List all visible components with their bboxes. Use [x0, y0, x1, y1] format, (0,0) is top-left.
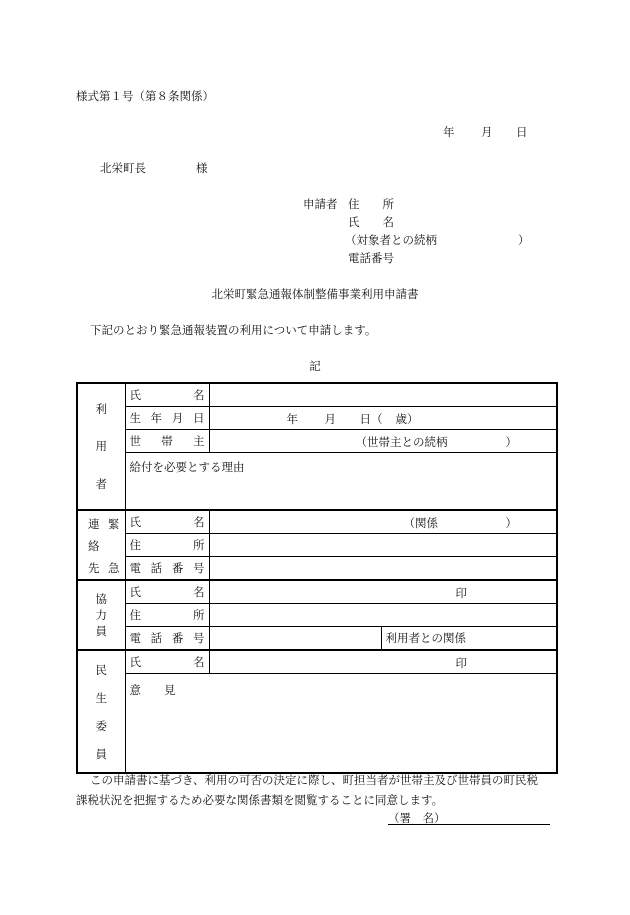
- contact-relation-label: （関係: [403, 516, 438, 530]
- contact-group-char: 連: [88, 517, 100, 531]
- contact-group-char: 先: [88, 561, 100, 575]
- commissioner-opinion-field[interactable]: [125, 674, 557, 774]
- contact-name-label: 氏 名: [125, 510, 209, 534]
- cooperator-group-char: 協: [95, 592, 107, 606]
- user-dob-field[interactable]: [209, 407, 557, 430]
- cooperator-phone-field[interactable]: [209, 627, 381, 651]
- contact-address-field[interactable]: [209, 534, 557, 557]
- applicant-phone-label: 電話番号: [348, 251, 394, 265]
- applicant-label: 申請者: [303, 197, 338, 211]
- user-name-row: [77, 383, 557, 407]
- cooperator-phone-label: 電 話 番 号: [125, 627, 209, 651]
- applicant-name-label: 氏 名: [348, 215, 394, 229]
- dob-year: 年: [286, 412, 298, 426]
- cooperator-address-row: [77, 604, 557, 627]
- dob-age: 歳）: [395, 412, 419, 426]
- document-title: 北栄町緊急通報体制整備事業利用申請書: [211, 287, 419, 301]
- user-group-char: 者: [95, 476, 107, 491]
- signature-field[interactable]: [388, 810, 550, 825]
- contact-address-label: 住 所: [125, 534, 209, 557]
- user-group-char: 利: [95, 402, 107, 417]
- cooperator-address-field[interactable]: [209, 604, 557, 627]
- user-group-cell: [77, 383, 125, 510]
- user-reason-label: 給付を必要とする理由: [129, 460, 245, 474]
- user-reason-field[interactable]: [125, 453, 557, 511]
- date-day: 日: [516, 125, 528, 139]
- ki-heading: 記: [309, 359, 321, 373]
- cooperator-phone-row: [77, 627, 557, 651]
- cooperator-group-char: 力: [95, 608, 107, 622]
- contact-phone-label: 電 話 番 号: [125, 557, 209, 581]
- contact-phone-field[interactable]: [209, 557, 557, 581]
- commissioner-opinion-row: [77, 674, 557, 774]
- user-household-field[interactable]: [209, 430, 557, 453]
- intro-text: 下記のとおり緊急通報装置の利用について申請します。: [90, 323, 377, 337]
- dob-month: 月: [324, 412, 336, 426]
- cooperator-name-row: [77, 580, 557, 604]
- commissioner-group-cell: [77, 650, 125, 773]
- commissioner-group-char: 委: [95, 718, 107, 733]
- cooperator-relation-cell[interactable]: [381, 627, 557, 651]
- user-name-label: 氏 名: [125, 383, 209, 407]
- consent-line-2: 課税状況を把握するため必要な関係書類を閲覧することに同意します。: [76, 793, 444, 807]
- dob-day: 日（: [359, 412, 383, 426]
- commissioner-group-char: 員: [95, 746, 107, 761]
- applicant-relation-label: （対象者との続柄: [345, 233, 437, 247]
- applicant-address-label: 住 所: [348, 197, 394, 211]
- contact-name-field[interactable]: [209, 510, 557, 534]
- commissioner-group-char: 民: [95, 662, 107, 677]
- contact-group-cell: [77, 510, 125, 580]
- commissioner-name-field[interactable]: [209, 650, 557, 674]
- cooperator-name-field[interactable]: [209, 580, 557, 604]
- household-relation-close: ）: [505, 435, 517, 449]
- consent-line-1: この申請書に基づき、利用の可否の決定に際し、町担当者が世帯主及び世帯員の町民税: [90, 773, 539, 787]
- cooperator-name-label: 氏 名: [125, 580, 209, 604]
- date-month: 月: [481, 125, 493, 139]
- user-dob-label: 生 年 月 日: [125, 407, 209, 430]
- contact-group-char: 急: [108, 561, 120, 575]
- user-group-char: 用: [95, 439, 107, 454]
- cooperator-address-label: 住 所: [125, 604, 209, 627]
- form-number: 様式第１号（第８条関係）: [76, 89, 214, 103]
- date-year: 年: [443, 125, 455, 139]
- commissioner-name-label: 氏 名: [125, 650, 209, 674]
- commissioner-name-row: [77, 650, 557, 674]
- contact-group-char: 絡: [88, 539, 100, 553]
- applicant-relation-close: ）: [518, 233, 530, 247]
- user-household-row: [77, 430, 557, 453]
- commissioner-opinion-label: 意 見: [129, 683, 176, 697]
- user-dob-row: [77, 407, 557, 430]
- signature-label: （署 名）: [388, 811, 446, 825]
- commissioner-group-char: 生: [95, 690, 107, 705]
- addressee: 北栄町長: [100, 161, 146, 175]
- contact-address-row: [77, 534, 557, 557]
- user-name-field[interactable]: [209, 383, 557, 407]
- addressee-honorific: 様: [196, 161, 208, 175]
- cooperator-relation-label: 利用者との関係: [385, 631, 466, 645]
- user-household-label: 世 帯 主: [125, 430, 209, 453]
- user-reason-row: [77, 453, 557, 511]
- household-relation-label: （世帯主との続柄: [355, 435, 448, 449]
- contact-name-row: [77, 510, 557, 534]
- commissioner-seal: 印: [455, 656, 467, 670]
- contact-phone-row: [77, 557, 557, 581]
- cooperator-group-char: 員: [95, 624, 107, 638]
- cooperator-seal: 印: [455, 586, 467, 600]
- application-table: [76, 382, 558, 774]
- contact-group-char: 緊: [108, 517, 120, 531]
- contact-relation-close: ）: [505, 516, 517, 530]
- cooperator-group-cell: [77, 580, 125, 650]
